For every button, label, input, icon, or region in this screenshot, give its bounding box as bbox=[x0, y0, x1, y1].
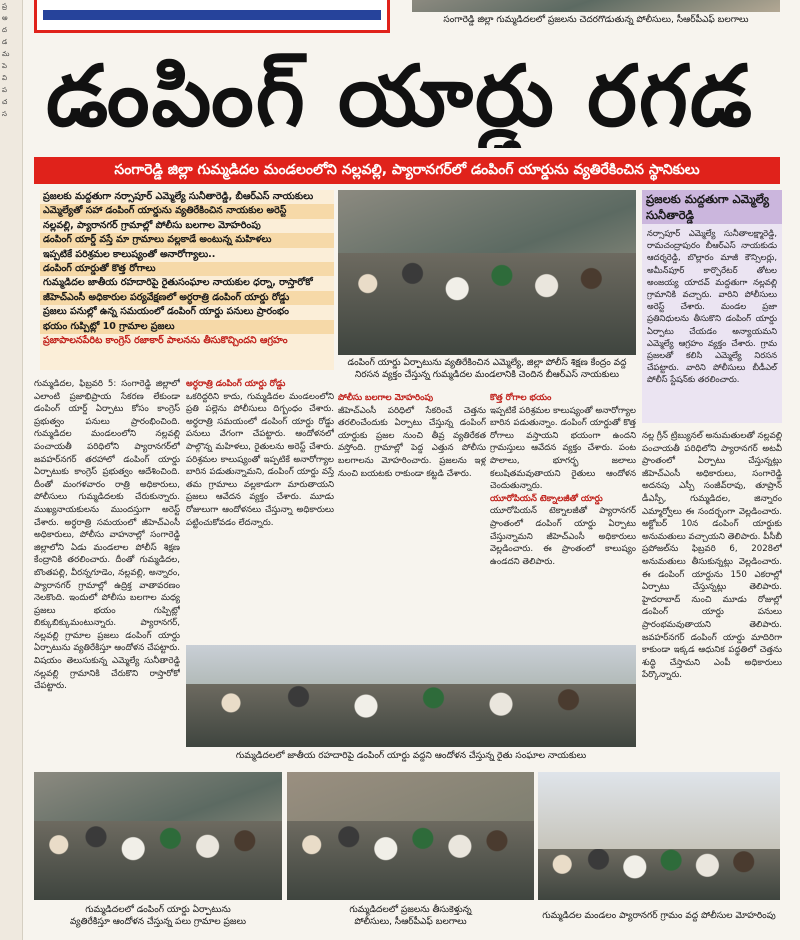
photo-villagers-caption-line1: గుమ్మడిదలలో డంపింగ్ యార్డు ఏర్పాటును bbox=[85, 905, 231, 915]
key-point: ఎమ్మెల్యేతో సహా డంపింగ్ యార్డును వ్యతిరేకించిన నాయకుల అరెస్ట్ bbox=[40, 204, 334, 218]
photo-brs-protest bbox=[338, 190, 636, 355]
article-column-4 bbox=[490, 392, 636, 640]
photo-police-detain bbox=[287, 772, 534, 900]
key-point: నల్లవల్లి, ప్యారానగర్ గ్రామాల్లో పోలీసు బలగాల మోహరింపు bbox=[43, 219, 261, 231]
col3-body: జీహెచ్ఎంసీ పరిధిలో సేకరించే చెత్తను తరలించేందుకు ఏర్పాటు చేస్తున్న డంపింగ్ యార్డుకు ప్రజల నుంచి తీవ్ర వ్యతిరేకత వస్తోంది. గ్రామాల్లో పెద్ద ఎత్తున పోలీసు బలగాలను మోహరించారు. ప్రజలను ఇళ్ల నుంచి బయటకు రాకుండా కట్టడి చేశారు. bbox=[338, 405, 486, 479]
key-point: జీహెచ్ఎంసీ అధికారుల పర్యవేక్షణలో అర్ధరాత్రి డంపింగ్ యార్డు రోడ్డు bbox=[40, 291, 334, 305]
key-point: ప్రజాపాలనపేరిట కాంగ్రెస్ రజాకార్ పాలనను తీసుకొచ్చిందని ఆగ్రహం bbox=[43, 335, 288, 347]
top-photo-caption: సంగారెడ్డి జిల్లా గుమ్మడిదలలో ప్రజలను చెదరగొడుతున్న పోలీసులు, సీఆర్‌పీఎఫ్ బలగాలు bbox=[443, 15, 749, 25]
photo-police-caption-line2: పోలీసులు, సీఆర్‌పీఎఫ్ బలగాలు bbox=[354, 917, 467, 927]
key-point: డంపింగ్ యార్డ్ వస్తే మా గ్రామాలు వల్లకాడే అంటున్న మహిళలు bbox=[40, 233, 334, 247]
key-point: భయం గుప్పిట్లో 10 గ్రామాల ప్రజలు bbox=[40, 320, 334, 334]
photo-farmers-protest-caption: గుమ్మడిదలలో జాతీయ రహదారిపై డంపింగ్ యార్డు వద్దని ఆందోళన చేస్తున్న రైతు సంఘాల నాయకులు bbox=[235, 751, 587, 761]
photo-villagers-protest bbox=[34, 772, 282, 900]
col3-heading: పోలీసు బలగాల మోహరింపు bbox=[338, 393, 434, 403]
headline: డంపింగ్ యార్డు రగడ bbox=[45, 47, 755, 145]
photo-police-deployment bbox=[538, 772, 780, 900]
photo-villagers-caption-line2: వ్యతిరేకిస్తూ ఆందోళన చేస్తున్న పలు గ్రామాల ప్రజలు bbox=[70, 917, 246, 927]
sidebar-mla-support bbox=[642, 190, 782, 423]
top-banner-box bbox=[34, 0, 390, 33]
top-photo bbox=[412, 0, 780, 12]
photo-police-caption-line1: గుమ్మడిదలలో ప్రజలను తీసుకెళ్తున్న bbox=[349, 905, 472, 915]
top-banner-bar bbox=[43, 10, 381, 20]
article-column-1: గుమ్మడిదల, ఫిబ్రవరి 5: సంగారెడ్డి జిల్లాలో ఎలాంటి ప్రజాభిప్రాయ సేకరణ లేకుండా డంపింగ్ యార్డ్ ఏర్పాటు కోసం కాంగ్రెస్ ప్రభుత్వం పనులు ప్రారంభించింది. గుమ్మడిదల మండలంలోని నల్లవల్లి పంచాయతీ పరిధిలోని ప్యారానగర్‌లో జవహర్‌నగర్ తరహాలో డంపింగ్ యార్డు ఏర్పాటుకు కాంగ్రెస్ ప్రభుత్వం ఆదేశించింది. దీంతో మంగళవారం రాత్రి అధికారులు, పోలీసులు గుమ్మడిదలకు చేరుకున్నారు. ముఖ్యనాయకులను ముందస్తుగా అరెస్ట్ చేశారు. అర్ధరాత్రి సమయంలో జీహెచ్ఎంసీ అధికారులు, పోలీసు వాహనాల్లో సంగారెడ్డి జిల్లాలోని ఏడు మండలాల పోలీస్ శిక్షణ కేంద్రానికి తరలించారు. దీంతో గుమ్మడిదల, బొంతపల్లి, వీరన్నగూడెం, నల్లవల్లి, అన్నారం, ప్యారానగర్ గ్రామాల్లో ఉద్రిక్త వాతావరణం నెలకొంది. ఇందులో పోలీసు బలగాల మధ్య ప్రజలు భయం గుప్పిట్లో బిక్కుబిక్కుమంటున్నారు. ప్యారానగర్, నల్లవల్లి గ్రామాల ప్రజలు డంపింగ్ యార్డు ఏర్పాటును వ్యతిరేకిస్తూ ఆందోళన చేపట్టారు. విషయం తెలుసుకున్న ఎమ్మెల్యే సునీతారెడ్డి నల్లవల్లి గ్రామానికి చేరుకొని రాస్తారోకో చేపట్టారు. bbox=[34, 379, 180, 692]
col4-body-1: ఇప్పటికే పరిశ్రమల కాలుష్యంతో అనారోగ్యాల బారిన పడుతున్నాం. డంపింగ్ యార్డుతో కొత్త రోగాలు వస్తాయని భయంగా ఉందని గ్రామస్తులు ఆవేదన వ్యక్తం చేశారు. పంట పొలాలు, భూగర్భ జలాలు కలుషితమవుతాయని రైతులు ఆందోళన చెందుతున్నారు. bbox=[490, 405, 636, 492]
photo-police-deployment-caption: గుమ్మడిదల మండలం ప్యారానగర్ గ్రామం వద్ద పోలీసుల మోహరింపు bbox=[542, 911, 776, 921]
key-point: డంపింగ్ యార్డుతో కొత్త రోగాలు bbox=[40, 262, 334, 276]
sidebar-title: ప్రజలకు మద్దతుగా ఎమ్మెల్యే సునీతారెడ్డి bbox=[642, 190, 782, 224]
adjacent-column-strip: ప్ర అ ద డ మ పె వి ప చ స bbox=[0, 0, 23, 940]
key-point: ఇప్పటికే పరిశ్రమల కాలుష్యంతో అనారోగ్యాలు.. bbox=[43, 248, 216, 260]
col4-body-2: యూరోపియన్ టెక్నాలజీతో ప్యారానగర్ ప్రాంతంలో డంపింగ్ యార్డు ఏర్పాటు చేస్తున్నామని జీహెచ్ఎంసీ అధికారులు వెల్లడించారు. ఈ ప్రాంతంలో కాలుష్యం ఉండదని తెలిపారు. bbox=[490, 506, 636, 567]
photo-brs-protest-caption: డంపింగ్ యార్డు ఏర్పాటును వ్యతిరేకించిన ఎమ్మెల్యే, జిల్లా పోలీస్ శిక్షణ కేంద్రం వద్ద నిరసన వ్యక్తం చేస్తున్న గుమ్మడిదల మండలానికి చెందిన బీఆర్ఎస్ నాయకులు bbox=[347, 358, 627, 380]
subheadline: సంగారెడ్డి జిల్లా గుమ్మడిదల మండలంలోని నల్లవల్లి, ప్యారానగర్‌లో డంపింగ్ యార్డును వ్యతిరేకించిన స్థానికులు bbox=[34, 157, 780, 184]
photo-farmers-protest bbox=[186, 645, 636, 747]
key-points-box bbox=[40, 190, 334, 370]
key-point: ప్రజలు పనుల్లో ఉన్న సమయంలో డంపింగ్ యార్డు పనులు ప్రారంభం bbox=[43, 306, 289, 318]
article-column-5: నల్ల గ్రీన్ ట్రిబ్యునల్ అనుమతులతో నల్లవల్లి పంచాయతీ పరిధిలోని ప్యారానగర్ అటవీ ప్రాంతంలో ఏర్పాటు చేస్తున్నట్లు జీహెచ్ఎంసీ అధికారులు, సంగారెడ్డి అదనపు ఎస్పీ సంజీవ్‌రావు, తూప్రాన్ డీఎస్పీ, గుమ్మడిదల, జిన్నారం ఎమ్మార్వోలు ఈ సందర్భంగా వెల్లడించారు. అక్టోబర్ 10న డంపింగ్ యార్డుకు అనుమతులు వచ్చాయని తెలిపారు. పీసీబీ ప్రపోజల్‌ను ఫిబ్రవరి 6, 2028లో అనుమతులు తీసుకున్నట్లు వెల్లడించారు. ఈ డంపింగ్ యార్డును 150 ఎకరాల్లో ఏర్పాటు చేస్తున్నట్లు తెలిపారు. హైదరాబాద్ నుంచి మూడు రోజుల్లో డంపింగ్ యార్డు పనులు ప్రారంభమవుతాయని తెలిపారు. జవహర్‌నగర్ డంపింగ్ యార్డు మాదిరిగా కాకుండా ఇక్కడ ఆధునిక పద్ధతిలో చెత్తను శుద్ధి చేస్తామని ఎంపీ అధికారులు పేర్కొన్నారు. bbox=[642, 431, 782, 681]
col4-heading-1: కొత్త రోగాల భయం bbox=[490, 393, 552, 403]
key-point: ప్రజలకు మద్దతుగా నర్సాపూర్ ఎమ్మెల్యే సునీతారెడ్డి, బీఆర్ఎస్ నాయకులు bbox=[43, 191, 314, 202]
article-column-2 bbox=[186, 378, 334, 640]
col2-body: ఒకరిద్దరిని కాదు, గుమ్మడిదల మండలంలోని ప్రతి పల్లెను పోలీసులు దిగ్బంధం చేశారు. అర్ధరాత్రి సమయంలో డంపింగ్ యార్డు రోడ్డు పనులు వేగంగా చేపట్టారు. ఆందోళనలో పాల్గొన్న మహిళలు, రైతులను అరెస్ట్ చేశారు. పరిశ్రమల కాలుష్యంతో ఇప్పటికే అనారోగ్యాల బారిన పడుతున్నామని, డంపింగ్ యార్డు వస్తే తమ గ్రామాలు వల్లకాడుగా మారుతాయని ప్రజలు ఆవేదన వ్యక్తం చేశారు. మూడు రోజులుగా ఆందోళనలు చేస్తున్నా అధికారులు పట్టించుకోవడం లేదన్నారు. bbox=[186, 391, 334, 528]
col2-heading: అర్ధరాత్రి డంపింగ్ యార్డు రోడ్డు bbox=[186, 379, 286, 389]
sidebar-body: నర్సాపూర్ ఎమ్మెల్యే సునీతాలక్ష్మారెడ్డి, రామచంద్రాపురం బీఆర్ఎస్ నాయకుడు ఆదర్శరెడ్డి, బొల్లారం మాజీ కౌన్సిలర్లు, అమీన్‌పూర్ కార్పొరేటర్ తోటల అంజయ్య యాదవ్ మద్దతుగా నల్లవల్లి గ్రామానికి వచ్చారు. వారిని పోలీసులు అరెస్ట్ చేశారు. మండల ప్రజా ప్రతినిధులను తీసుకొని డంపింగ్ యార్డు ఏర్పాటు చేయడం అన్యాయమని ఎమ్మెల్యే ఆగ్రహం వ్యక్తం చేశారు. గ్రామ ప్రజలతో కలిసి ఎమ్మెల్యే నిరసన చేపట్టారు. వారిని పోలీసులు బీడీఎల్ పోలీస్ స్టేషన్‌కు తరలించారు. bbox=[647, 228, 777, 385]
article-column-3 bbox=[338, 392, 486, 640]
key-point: గుమ్మడిదల జాతీయ రహదారిపై రైతుసంఘాల నాయకుల ధర్నా, రాస్తారోకో bbox=[43, 277, 313, 289]
col4-heading-2: యూరోపియన్ టెక్నాలజీతో యార్డు bbox=[490, 493, 603, 504]
